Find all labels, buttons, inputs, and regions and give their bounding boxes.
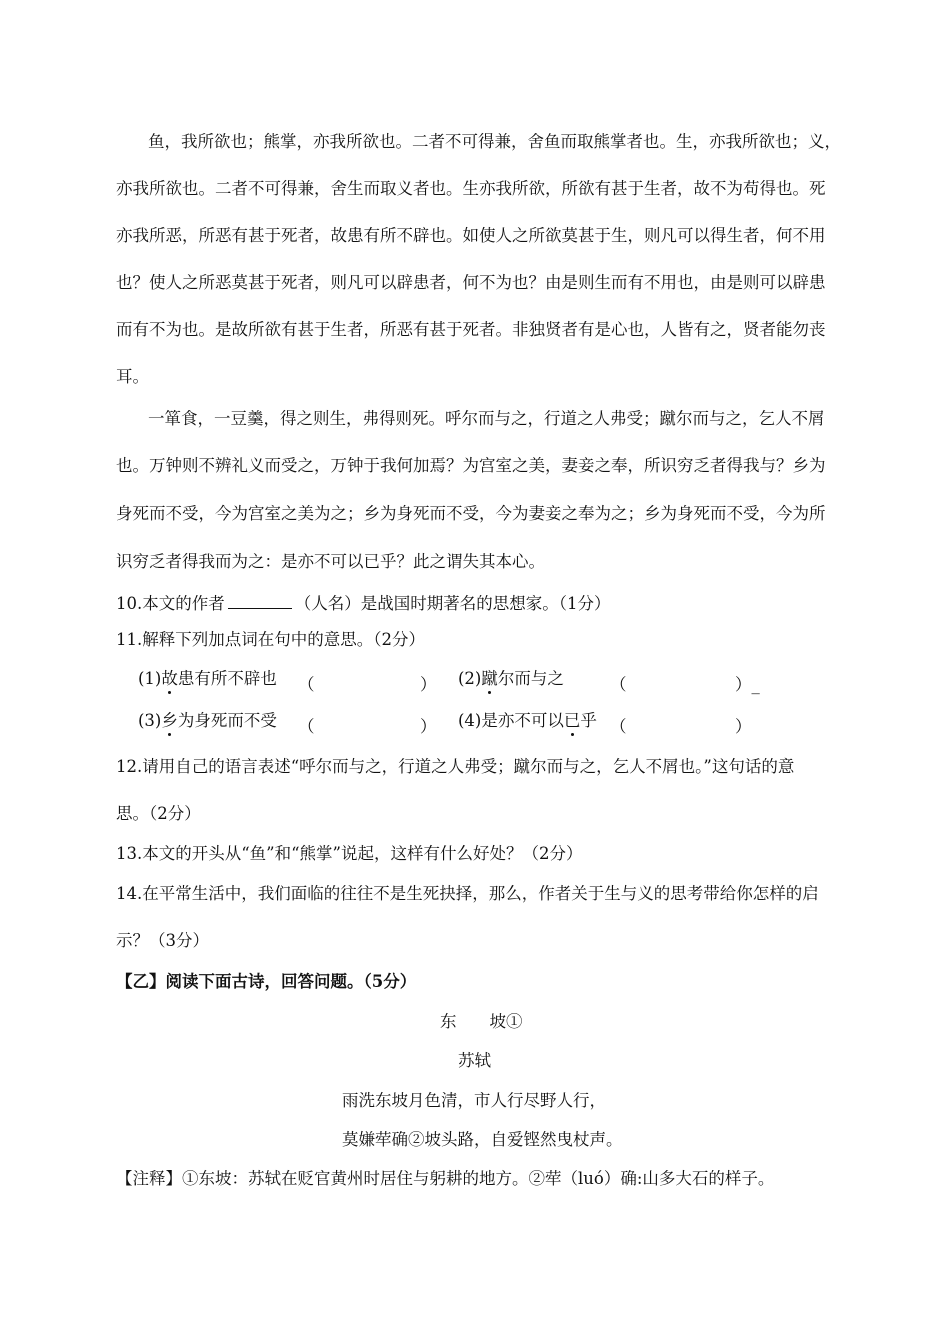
answer-paren-4-close: ）: [735, 717, 752, 736]
item-text: 乎: [580, 711, 597, 730]
question-10-prefix: 10.本文的作者: [116, 594, 225, 613]
answer-paren-1-open[interactable]: （: [298, 675, 315, 694]
passage-p2-line-2: 也。万钟则不辨礼义而受之，万钟于我何加焉？为宫室之美，妻妾之奉，所识穷乏者得我与？乡为: [116, 456, 826, 475]
passage-p1-line-2: 亦我所欲也。二者不可得兼，舍生而取义者也。生亦我所欲，所欲有甚于生者，故不为苟得也。死: [116, 179, 826, 198]
section-yi-heading: 【乙】阅读下面古诗，回答问题。（5分）: [116, 972, 417, 991]
answer-paren-2-open[interactable]: （: [610, 675, 627, 694]
poem-notes: 【注释】①东坡：苏轼在贬官黄州时居住与躬耕的地方。②荦（luó）确:山多大石的样子。: [116, 1169, 775, 1188]
passage-p1-line-1: 鱼，我所欲也；熊掌，亦我所欲也。二者不可得兼，舍鱼而取熊掌者也。生，亦我所欲也；义，: [148, 132, 841, 151]
passage-p2-line-4: 识穷乏者得我而为之：是亦不可以已乎？此之谓失其本心。: [116, 552, 545, 571]
dotted-word: 乡: [161, 711, 178, 730]
answer-paren-3-open[interactable]: （: [298, 717, 315, 736]
question-13: 13.本文的开头从“鱼”和“熊掌”说起，这样有什么好处？（2分）: [116, 844, 583, 863]
item-text: 患有所不辟也: [177, 669, 277, 688]
dotted-word: 已: [563, 711, 581, 730]
question-11-item-4: [458, 713, 597, 730]
answer-paren-4-open[interactable]: （: [610, 717, 627, 736]
question-14-line-1: 14.在平常生活中，我们面临的往往不是生死抉择，那么，作者关于生与义的思考带给你怎样的启: [116, 884, 819, 903]
answer-paren-1-close: ）: [420, 675, 437, 694]
question-11-item-2: [458, 671, 564, 688]
question-12-line-2: 思。（2分）: [116, 804, 201, 823]
question-11-item-3: [138, 713, 277, 730]
passage-p1-line-4: 也？使人之所恶莫甚于死者，则凡可以辟患者，何不为也？由是则生而有不用也，由是则可以辟患: [116, 273, 826, 292]
poem-line-2: 莫嫌荦确②坡头路，自爱铿然曳杖声。: [342, 1130, 623, 1149]
question-14-line-2: 示？（3分）: [116, 931, 209, 950]
poem-author: 苏轼: [458, 1051, 491, 1070]
item-number: (1): [138, 669, 162, 688]
poem-title: 东 坡①: [440, 1012, 523, 1031]
item-number: (4)是亦不可以: [458, 711, 564, 730]
item-number: (2): [458, 669, 482, 688]
passage-p1-line-5: 而有不为也。是故所欲有甚于生者，所恶有甚于死者。非独贤者有是心也，人皆有之，贤者能勿丧: [116, 320, 826, 339]
answer-paren-2-close: ）_: [735, 675, 760, 694]
question-10-blank[interactable]: [228, 594, 292, 609]
passage-p1-line-3: 亦我所恶，所恶有甚于死者，故患有所不辟也。如使人之所欲莫甚于生，则凡可以得生者，何不用: [116, 226, 826, 245]
dotted-word: 蹴: [481, 669, 498, 688]
answer-paren-3-close: ）: [420, 717, 437, 736]
item-text: 为身死而不受: [177, 711, 277, 730]
question-12-line-1: 12.请用自己的语言表述“呼尔而与之，行道之人弗受；蹴尔而与之，乞人不屑也。”这句话的意: [116, 757, 795, 776]
question-11: 11.解释下列加点词在句中的意思。（2分）: [116, 630, 425, 649]
passage-p2-line-3: 身死而不受，今为宫室之美为之；乡为身死而不受，今为妻妾之奉为之；乡为身死而不受，今为所: [116, 504, 826, 523]
question-11-item-1: [138, 671, 277, 688]
question-10-suffix: （人名）是战国时期著名的思想家。（1分）: [294, 594, 611, 613]
item-text: 尔而与之: [497, 669, 564, 688]
item-number: (3): [138, 711, 162, 730]
dotted-word: 故: [161, 669, 178, 688]
poem-line-1: 雨洗东坡月色清，市人行尽野人行，: [342, 1091, 606, 1110]
passage-p2-line-1: 一箪食，一豆羹，得之则生，弗得则死。呼尔而与之，行道之人弗受；蹴尔而与之，乞人不屑: [148, 409, 825, 428]
question-10: [116, 594, 611, 613]
passage-p1-line-6: 耳。: [116, 367, 149, 386]
